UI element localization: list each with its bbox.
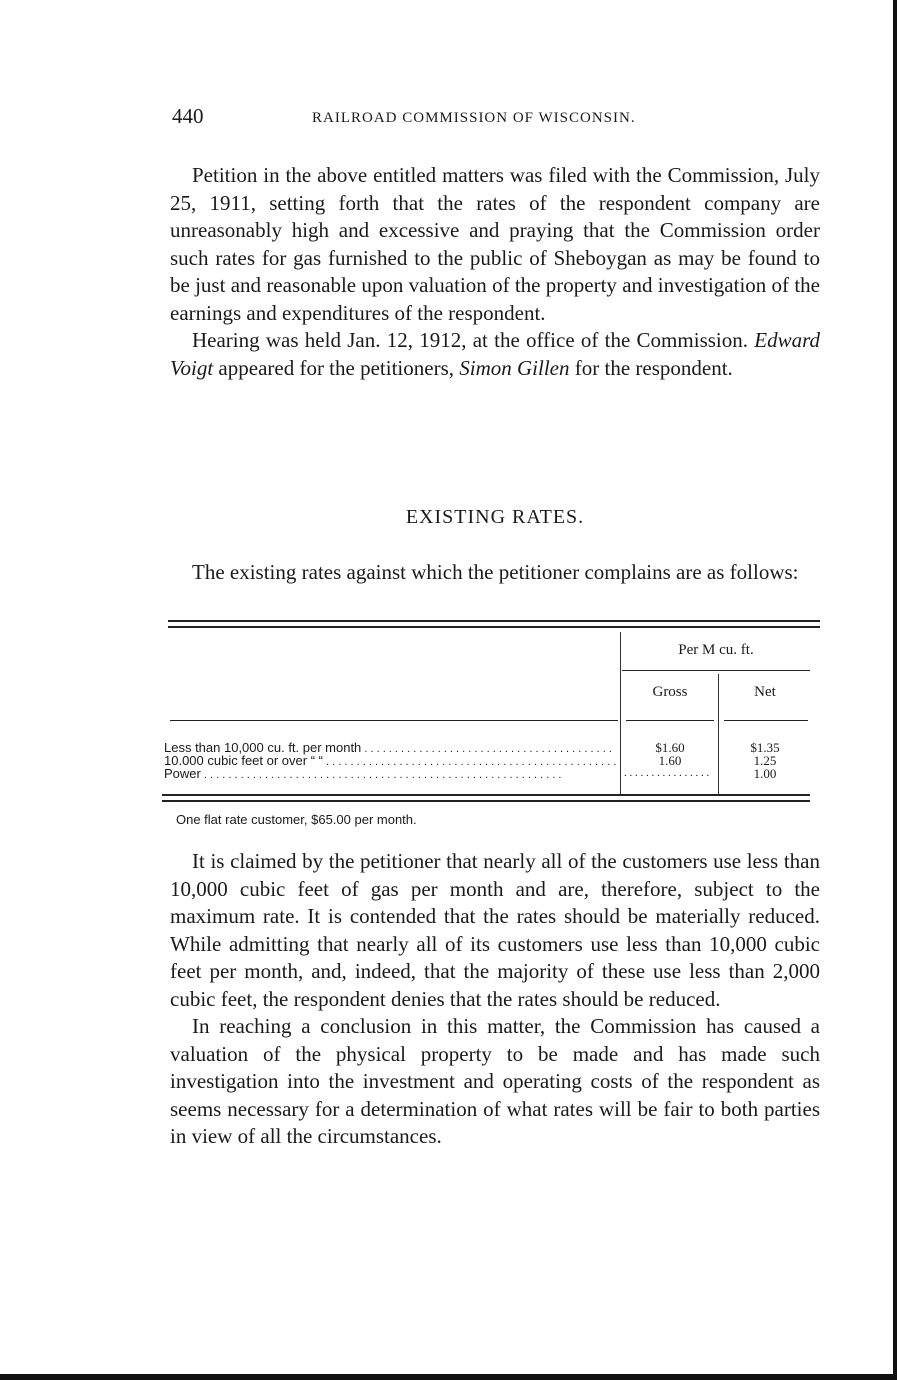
group-header-rule: [622, 670, 810, 671]
rates-lead: [170, 559, 820, 587]
section-title: EXISTING RATES.: [405, 506, 585, 528]
header-bottom-rule: [170, 720, 618, 721]
hearing-text-mid: appeared for the petitioners,: [218, 355, 454, 380]
intro-section: [170, 162, 820, 382]
rate-row-label: Less than 10,000 cu. ft. per month . . .: [164, 741, 616, 756]
lead-paragraph: The existing rates against which the petitioner complains are as follows:: [192, 560, 799, 584]
gross-leader-dots: . . . . . . . . . . . . . . . .: [624, 767, 710, 779]
column-divider-1: [620, 632, 621, 794]
hearing-text-start: Hearing was held Jan. 12, 1912, at the office of the Commission.: [192, 328, 748, 352]
respondent-counsel: Simon Gillen: [459, 355, 570, 380]
column-divider-2: [718, 674, 719, 794]
rate-gross: $1.60: [655, 740, 685, 755]
group-header: Per M cu. ft.: [678, 642, 754, 658]
petition-paragraph: Petition in the above entitled matters was filed with the Commission, July 25, 1911, setting forth that the rates of the respondent company are unreasonably high and excessive and praying that the Commission order such rates for gas furnished to the public of Sheboygan as may be found to be just and reasonable upon valuation of the property and investigation of the earnings and expenditures of the respondent.: [170, 163, 820, 325]
header-bottom-rule-net: [724, 720, 808, 721]
conclusion-paragraph: In reaching a conclusion in this matter, the Commission has caused a valuation of the physical property to be made and has made such investigation into the investment and operating costs of the respondent as seems necessary for a determination of what rates will be fair to both parties in view of all the circumstances.: [170, 1014, 820, 1148]
hearing-paragraph: [170, 327, 820, 382]
rates-table: [162, 620, 810, 802]
rate-net: 1.00: [753, 766, 777, 781]
discussion-section: [170, 848, 820, 1151]
page-header: [170, 104, 820, 134]
petitioner-counsel: Edward Voigt: [170, 328, 820, 380]
scan-edge-right: [893, 0, 897, 1380]
rate-row-label: Power . . .: [164, 767, 616, 782]
rate-row-label: 10.000 cubic feet or over “ “ . . .: [164, 754, 616, 769]
header-bottom-rule-gross: [626, 720, 714, 721]
table-top-rule-2: [168, 626, 820, 628]
column-header-net: Net: [754, 684, 776, 700]
table-top-rule: [168, 620, 820, 622]
table-bottom-rule: [162, 794, 810, 796]
rate-gross: 1.60: [658, 753, 682, 768]
running-head: RAILROAD COMMISSION OF WISCONSIN.: [312, 110, 636, 126]
page-number: 440: [172, 104, 204, 128]
claim-paragraph: It is claimed by the petitioner that nearly all of the customers use less than 10,000 cubic feet of gas per month and are, therefore, subject to the maximum rate. It is contended that the rates should be materially reduced. While admitting that nearly all of its customers use less than 10,000 cubic feet per month, and, indeed, that the majority of these use less than 2,000 cubic feet, the respondent denies that the rates should be reduced.: [170, 849, 820, 1011]
hearing-text-end: for the respondent.: [574, 355, 733, 380]
table-footnote: One flat rate customer, $65.00 per month.: [176, 812, 417, 827]
table-bottom-rule-2: [162, 800, 810, 802]
scan-edge-bottom: [0, 1374, 897, 1380]
rate-net: 1.25: [753, 753, 777, 768]
rate-net: $1.35: [750, 740, 780, 755]
column-header-gross: Gross: [652, 684, 688, 700]
